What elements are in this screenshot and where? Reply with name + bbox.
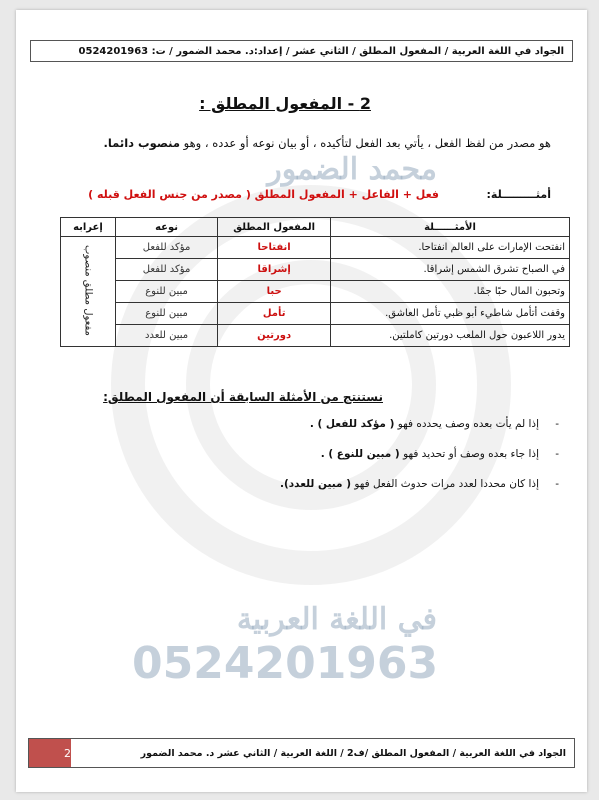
- page-footer: [28, 738, 575, 768]
- row-sentence: يدور اللاعبون حول الملعب دورتين كاملتين.: [331, 325, 570, 347]
- definition-paragraph: [51, 136, 551, 150]
- conclusion-rules: [139, 418, 559, 508]
- examples-label: أمثـــــــــلة:: [486, 188, 551, 201]
- row-type: مؤكد للفعل: [115, 259, 217, 281]
- table-row: [61, 325, 570, 347]
- table-row: [61, 259, 570, 281]
- table-header-row: [61, 218, 570, 237]
- rule-bold: ( مبين للنوع ) .: [320, 448, 400, 460]
- row-sentence: في الصباح تشرق الشمس إشراقا.: [331, 259, 570, 281]
- watermark-phone: 0524201963: [132, 638, 439, 689]
- document-page: [16, 10, 587, 792]
- rule-bold: ( مبين للعدد).: [279, 478, 351, 490]
- row-mafool: إشراقا: [218, 259, 331, 281]
- row-type: مؤكد للفعل: [115, 237, 217, 259]
- page-number: 2: [29, 739, 71, 767]
- row-mafool: دورتين: [218, 325, 331, 347]
- row-sentence: انفتحت الإمارات على العالم انفتاحا.: [331, 237, 570, 259]
- row-type: مبين للنوع: [115, 303, 217, 325]
- row-sentence: وقفت أتأمل شاطيء أبو ظبي تأمل العاشق.: [331, 303, 570, 325]
- rule-text: إذا لم يأت بعده وصف يحدده فهو: [397, 418, 539, 430]
- footer-text: الجواد في اللغة العربية / المفعول المطلق /ف2 / اللغة العربية / الثاني عشر د. محمد الضمور: [140, 747, 566, 759]
- header-irab: إعرابه: [61, 218, 116, 237]
- rule-bold: ( مؤكد للفعل ) .: [309, 418, 395, 430]
- rule-text: إذا جاء بعده وصف أو تحديد فهو: [403, 448, 539, 460]
- conclusion-title: نستنتج من الأمثلة السابقة أن المفعول المطلق:: [103, 390, 383, 404]
- row-mafool: حبا: [218, 281, 331, 303]
- list-dash: -: [555, 448, 559, 460]
- list-dash: -: [555, 478, 559, 490]
- header-sentence: الأمثــــــلة: [331, 218, 570, 237]
- examples-formula: فعل + الفاعل + المفعول المطلق ( مصدر من جنس الفعل قبله ): [88, 188, 440, 201]
- table-row: [61, 281, 570, 303]
- definition-text: هو مصدر من لفظ الفعل ، يأتي بعد الفعل لتأكيده ، أو بيان نوعه أو عدده ، وهو: [183, 136, 551, 150]
- header-text: الجواد في اللغة العربية / المفعول المطلق / الثاني عشر / إعداد:د. محمد الضمور / ت: 0524201963: [78, 45, 564, 57]
- list-item: [139, 448, 559, 460]
- irab-text: مفعول مطلق منصوب: [82, 244, 94, 336]
- list-dash: -: [555, 418, 559, 430]
- row-mafool: انفتاحا: [218, 237, 331, 259]
- watermark-subject: في اللغة العربية: [236, 602, 437, 637]
- header-type: نوعه: [115, 218, 217, 237]
- table-row: [61, 237, 570, 259]
- row-sentence: وتحبون المال حبًا جمًا.: [331, 281, 570, 303]
- row-type: مبين للعدد: [115, 325, 217, 347]
- examples-line: [31, 188, 551, 201]
- definition-bold: منصوب دائما.: [103, 136, 180, 150]
- row-type: مبين للنوع: [115, 281, 217, 303]
- page-title: 2 - المفعول المطلق :: [199, 94, 371, 113]
- page-header: [30, 40, 573, 62]
- table-row: [61, 303, 570, 325]
- irab-cell: [61, 237, 116, 347]
- rule-text: إذا كان محددا لعدد مرات حدوث الفعل فهو: [354, 478, 539, 490]
- row-mafool: تأمل: [218, 303, 331, 325]
- header-mafool: المفعول المطلق: [218, 218, 331, 237]
- watermark-name: محمد الضمور: [267, 152, 437, 187]
- list-item: [139, 478, 559, 490]
- list-item: [139, 418, 559, 430]
- examples-table: [60, 217, 570, 347]
